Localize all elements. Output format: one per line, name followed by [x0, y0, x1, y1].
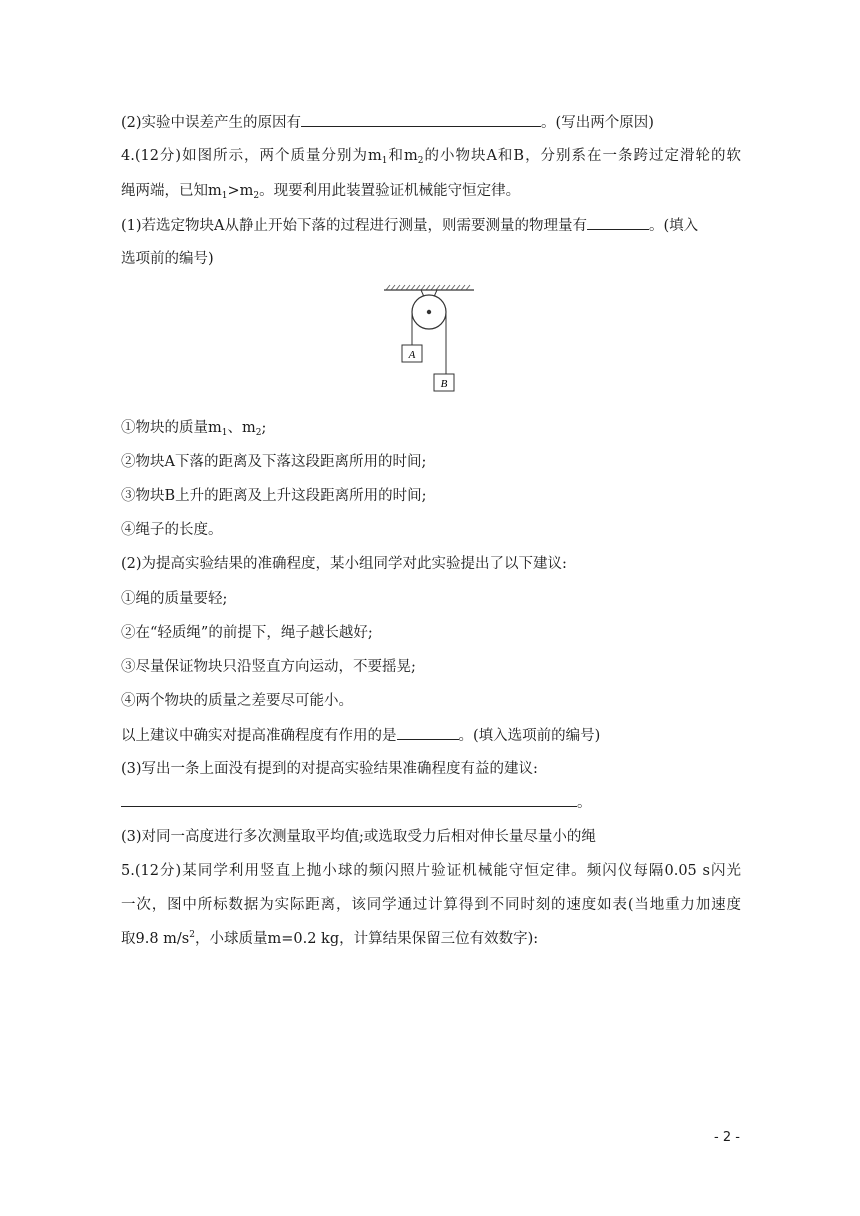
page-number: - 2 -: [714, 1130, 740, 1145]
q4-part1-line1: [121, 215, 698, 236]
q4-text: ①物块的质量m: [121, 420, 222, 436]
q4-option-4: ④绳子的长度。: [121, 522, 223, 538]
q3-part2-suffix: 。(写出两个原因): [541, 115, 654, 131]
subscript: 2: [417, 156, 424, 166]
q4-text: 。现要利用此装置验证机械能守恒定律。: [259, 183, 521, 199]
q4-text: 4.(12分)如图所示，两个质量分别为m: [121, 148, 382, 164]
q4-text: 的小物块A和B，分别系在一条跨过定滑轮的软: [423, 148, 741, 164]
q4-part3-blank-line: [121, 792, 592, 813]
q4-part1-prefix: (1)若选定物块A从静止开始下落的过程进行测量，则需要测量的物理量有: [121, 218, 588, 234]
q4-suggestion-3: ③尽量保证物块只沿竖直方向运动，不要摇晃;: [121, 659, 416, 675]
pulley-diagram: [380, 282, 480, 394]
subscript: 2: [255, 428, 262, 438]
q3-part2-prefix: (2)实验中误差产生的原因有: [121, 115, 302, 131]
q4-text: 。(填入选项前的编号): [458, 728, 601, 744]
q3-part2: [121, 112, 654, 133]
q4-suggestion-1: ①绳的质量要轻;: [121, 591, 228, 607]
q4-text: 选项前的编号): [121, 251, 214, 267]
answer-blank: [301, 112, 541, 127]
q4-stem-line1: [121, 146, 741, 166]
pulley-diagram-svg: [380, 282, 480, 394]
q5-line3: [121, 929, 538, 949]
q4-part3: (3)写出一条上面没有提到的对提高实验结果准确程度有益的建议:: [121, 761, 538, 777]
block-b-label: B: [440, 378, 448, 390]
q4-part2-question: [121, 725, 600, 746]
subscript: 1: [221, 428, 228, 438]
q5-text: 取9.8 m/s: [121, 931, 190, 947]
q5-line1: 5.(12分)某同学利用竖直上抛小球的频闪照片验证机械能守恒定律。频闪仪每隔0.05 s闪光: [121, 863, 741, 879]
block-a-label: A: [408, 349, 416, 361]
q4-suggestion-2: ②在“轻质绳”的前提下，绳子越长越好;: [121, 625, 373, 641]
q4-suggestion-4: ④两个物块的质量之差要尽可能小。: [121, 693, 353, 709]
q4-part1-line2: [121, 249, 214, 269]
subscript: 2: [253, 191, 260, 201]
q4-text: 。: [577, 795, 592, 811]
q5-text: ，小球质量m=0.2 kg，计算结果保留三位有效数字):: [194, 931, 539, 947]
q4-text: 和m: [387, 148, 418, 164]
q4-text: 、m: [227, 420, 256, 436]
q4-part2-intro: (2)为提高实验结果的准确程度，某小组同学对此实验提出了以下建议:: [121, 556, 567, 572]
answer-blank: [121, 792, 577, 807]
q4-part1-suffix: 。(填入: [649, 218, 699, 234]
q4-text: 以上建议中确实对提高准确程度有作用的是: [121, 728, 397, 744]
q4-option-2: ②物块A下落的距离及下落这段距离所用的时间;: [121, 454, 427, 470]
q4-text: 绳两端，已知m: [121, 183, 222, 199]
q4-option-1: [121, 418, 266, 438]
q4-text: >m: [227, 183, 254, 199]
q4-stem-line2: [121, 181, 520, 201]
q4-part3-answer: (3)对同一高度进行多次测量取平均值;或选取受力后相对伸长量尽量小的绳: [121, 829, 596, 845]
superscript: 2: [189, 930, 195, 940]
subscript: 1: [221, 191, 228, 201]
q4-text: ;: [261, 420, 267, 436]
q4-option-3: ③物块B上升的距离及上升这段距离所用的时间;: [121, 488, 427, 504]
answer-blank: [587, 215, 649, 230]
ceiling-hatching: [386, 285, 470, 290]
q5-line2: 一次，图中所标数据为实际距离，该同学通过计算得到不同时刻的速度如表(当地重力加速度: [121, 897, 741, 913]
answer-blank: [397, 725, 459, 740]
pulley-axle: [427, 310, 431, 314]
subscript: 1: [381, 156, 388, 166]
